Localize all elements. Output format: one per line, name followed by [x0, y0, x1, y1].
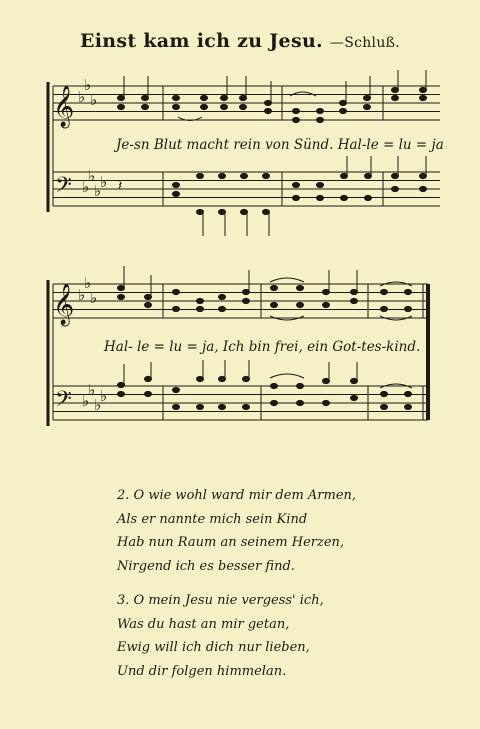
treble-staff-2 — [53, 284, 428, 318]
lyric-line-2: Hal- le = lu = ja, Ich bin frei, ein Got-tes-kind. — [104, 339, 421, 355]
svg-text:♭: ♭ — [94, 396, 102, 414]
svg-text:♭: ♭ — [82, 392, 90, 410]
bass-notes-2 — [118, 376, 412, 409]
svg-text:♭: ♭ — [100, 387, 108, 405]
treble-notes-2 — [118, 285, 412, 311]
verse-3-line-2: Was du hast an mir getan, — [117, 616, 290, 632]
verse-2 — [117, 484, 356, 578]
svg-text:♭: ♭ — [78, 88, 86, 106]
verse-2-line-3: Hab nun Raum an seinem Herzen, — [117, 535, 345, 550]
hymn-title-main: Einst kam ich zu Jesu. — [79, 30, 323, 52]
svg-text:♭: ♭ — [84, 274, 92, 292]
svg-text:♭: ♭ — [88, 381, 96, 399]
svg-text:♭: ♭ — [78, 286, 86, 304]
verse-2-line-2: Als er nannte mich sein Kind — [117, 511, 308, 527]
bass-clef-icon: 𝄢 — [55, 387, 72, 417]
treble-clef-icon: 𝄞 — [53, 86, 75, 127]
verse-3-line-1: 3. O mein Jesu nie vergess' ich, — [117, 593, 324, 608]
svg-text:♭: ♭ — [90, 289, 98, 307]
bass-staff-2 — [53, 386, 428, 420]
verse-2-line-1: 2. O wie wohl ward mir dem Armen, — [117, 488, 357, 503]
rest-icon: 𝄽 — [118, 178, 123, 194]
final-barline — [423, 284, 428, 420]
key-signature-treble-2 — [78, 274, 97, 307]
treble-clef-icon: 𝄞 — [53, 284, 75, 325]
svg-text:♭: ♭ — [100, 173, 108, 191]
verse-3-line-4: Und dir folgen himmelan. — [117, 663, 287, 679]
hymn-title-suffix: —Schluß. — [329, 35, 401, 51]
verse-3-line-3: Ewig will ich dich nur lieben, — [117, 640, 310, 655]
svg-text:♭: ♭ — [88, 167, 96, 185]
svg-text:♭: ♭ — [84, 76, 92, 94]
bass-clef-icon: 𝄢 — [55, 173, 72, 203]
verse-3 — [117, 589, 324, 683]
svg-text:♭: ♭ — [82, 178, 90, 196]
lyric-line-1: Je-sn Blut macht rein von Sünd. Hal-le = lu = ja — [116, 137, 444, 153]
svg-text:♭: ♭ — [94, 182, 102, 200]
verse-2-line-4: Nirgend ich es besser find. — [117, 558, 295, 574]
svg-text:♭: ♭ — [90, 91, 98, 109]
